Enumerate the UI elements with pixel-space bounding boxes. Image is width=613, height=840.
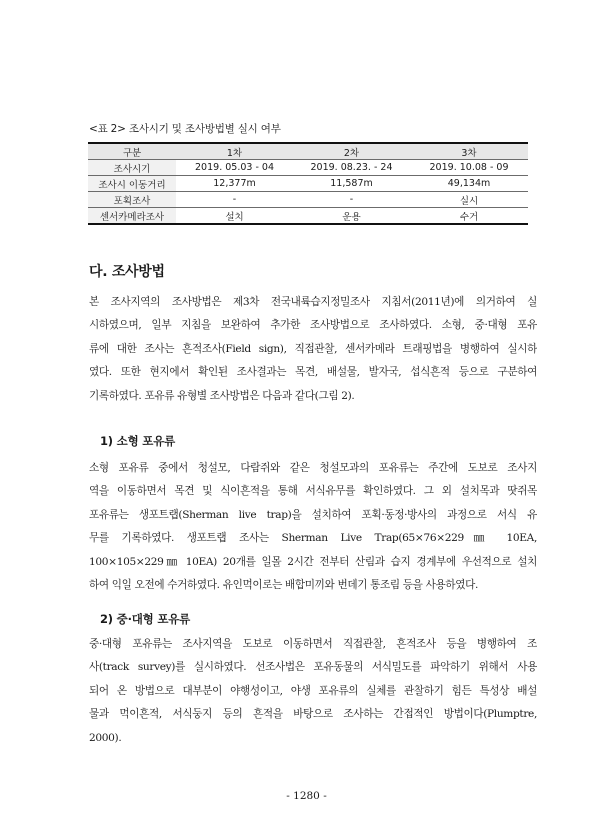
paragraph-line: 시하였으며, 일부 지침을 보완하여 추가한 조사방법으로 조사하였다. 소형, 중·대형 포유: [89, 319, 537, 332]
subheading-medium-large-mammals: 2) 중·대형 포유류: [100, 612, 191, 626]
subheading-small-mammals: 1) 소형 포유류: [100, 434, 176, 448]
paragraph-line: 100×105×229㎜ 10EA) 20개를 일몰 2시간 전부터 산림과 습지 경계부에 우선적으로 설치: [89, 555, 537, 568]
paragraph-line: 물과 먹이흔적, 서식둥지 등의 흔적을 바탕으로 조사하는 간접적인 방법이다(Plumptre,: [89, 708, 537, 721]
table-row: [88, 208, 528, 225]
table-cell: 2019. 10.08 - 09: [410, 160, 528, 176]
header-cell: 1차: [176, 143, 293, 160]
table-cell: 운용: [293, 208, 410, 225]
paragraph-line: 무를 기록하였다. 생포트랩 조사는 Sherman Live Trap(65×76×229㎜ 10EA,: [89, 532, 537, 545]
paragraph-line: 본 조사지역의 조사방법은 제3차 전국내륙습지정밀조사 지침서(2011년)에 의거하여 실: [89, 296, 537, 308]
table-row: [88, 192, 528, 208]
table-cell: 12,377m: [176, 176, 293, 192]
table-cell: 2019. 05.03 - 04: [176, 160, 293, 176]
paragraph-line: 역을 이동하면서 목견 및 식이흔적을 통해 서식유무를 확인하였다. 그 외 설치목과 땃쥐목: [89, 485, 537, 498]
paragraph-line: 사(track survey)를 실시하였다. 선조사법은 포유동물의 서식밀도를 파악하기 위해서 사용: [89, 661, 537, 674]
row-label: 포획조사: [88, 192, 176, 208]
paragraph-line: 포유류는 생포트랩(Sherman live trap)을 설치하여 포획·동정·방사의 과정으로 서식 유: [89, 508, 537, 521]
paragraph-line: 하여 익일 오전에 수거하였다. 유인먹이로는 배합미끼와 번데기 통조림 등을 사용하였다.: [89, 578, 478, 591]
paragraph-line: 2000).: [89, 731, 122, 744]
table-cell: 실시: [410, 192, 528, 208]
survey-schedule-table: [88, 142, 528, 225]
table-header-row: [88, 143, 528, 160]
paragraph-line: 중·대형 포유류는 조사지역을 도보로 이동하면서 직접관찰, 흔적조사 등을 병행하여 조: [89, 638, 537, 650]
table-cell: -: [293, 192, 410, 208]
medium-large-mammals-paragraph: [89, 633, 537, 750]
paragraph-line: 류에 대한 조사는 흔적조사(Field sign), 직접관찰, 센서카메라 트래핑법을 병행하여 실시하: [89, 342, 537, 355]
row-label: 센서카메라조사: [88, 208, 176, 225]
table-cell: 49,134m: [410, 176, 528, 192]
paragraph-line: 되어 온 방법으로 대부분이 야행성이고, 야생 포유류의 실체를 관찰하기 힘든 특성상 배설: [89, 684, 537, 697]
table-row: [88, 160, 528, 176]
row-label: 조사시기: [88, 160, 176, 176]
header-cell: 구분: [88, 143, 176, 160]
section-heading: 다. 조사방법: [89, 264, 165, 280]
table-cell: 2019. 08.23. - 24: [293, 160, 410, 176]
table-cell: 수거: [410, 208, 528, 225]
header-cell: 2차: [293, 143, 410, 160]
intro-paragraph: [89, 291, 537, 408]
header-cell: 3차: [410, 143, 528, 160]
table-cell: 11,587m: [293, 176, 410, 192]
row-label: 조사시 이동거리: [88, 176, 176, 192]
page-number: - 1280 -: [286, 790, 327, 802]
table-cell: 설치: [176, 208, 293, 225]
table-row: [88, 176, 528, 192]
small-mammals-paragraph: [89, 457, 537, 597]
table-caption: <표 2> 조사시기 및 조사방법별 실시 여부: [89, 123, 281, 135]
paragraph-line: 소형 포유류 중에서 청설모, 다람쥐와 같은 청설모과의 포유류는 주간에 도보로 조사지: [89, 462, 537, 474]
table-cell: -: [176, 192, 293, 208]
paragraph-line: 기록하였다. 포유류 유형별 조사방법은 다음과 같다(그림 2).: [89, 389, 355, 402]
paragraph-line: 였다. 또한 현지에서 확인된 조사결과는 목견, 배설물, 발자국, 섭식흔적 등으로 구분하여: [89, 366, 537, 379]
